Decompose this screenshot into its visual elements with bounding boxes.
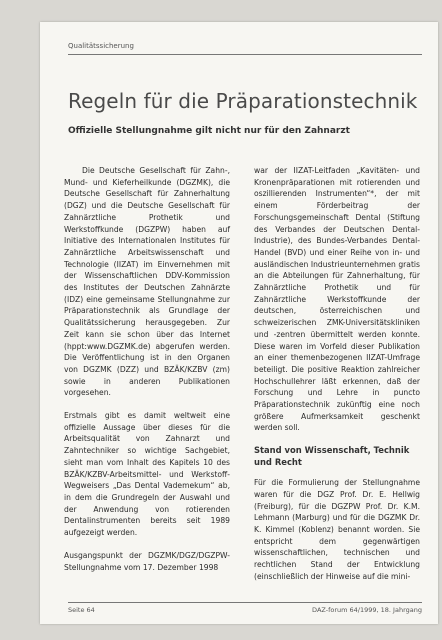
header-rule	[68, 54, 422, 55]
journal-info: DAZ-forum 64/1999, 18. Jahrgang	[312, 606, 422, 614]
paragraph: Für die Formulierung der Stellungnahme waren für die DGZ Prof. Dr. E. Hellwig (Freiburg), für die DGZPW Prof. Dr. K.M. Lehmann (Marburg) und für die DGZMK Dr. K. Kimmel (Koblenz) benannt worden. Sie entspricht dem gegenwärtigen wissenschaftlichen, technischen und rechtlichen Stand der Entwicklung (einschließlich der Hinweise auf die mini-	[254, 478, 420, 581]
paragraph: Erstmals gibt es damit weltweit eine offizielle Aussage über dieses für die Arbeitsqualität von Zahnarzt und Zahntechniker so wichtige Sachgebiet, sieht man vom Inhalt des Kapitels 10 des BZÄK/KZBV-Arbeitsmittel- und Werkstoff-Wegweisers „Das Dental Vademekum“ ab, in dem die Grundregeln der Auswahl und der Anwendung von rotierenden Dentalinstrumenten bereits seit 1989 aufgezeigt werden.	[64, 411, 230, 538]
paragraph: Die Deutsche Gesellschaft für Zahn-, Mund- und Kieferheilkunde (DGZMK), die Deutsche Gesellschaft für Zahnerhaltung (DGZ) und die Deutsche Gesellschaft für Zahnärztliche Prothetik und Werkstoffkunde (DGZPW) haben auf Initiative des Internationalen Institutes für Zahnärztliche Arbeitswissenschaft und Technologie (IIZAT) im Einvernehmen mit der Wissenschaftlichen DDV-Kommission des Institutes der Deutschen Zahnärzte (IDZ) eine gemeinsame Stellungnahme zur Präparationstechnik als Grundlage der Qualitätssicherung herausgegeben. Zur Zeit kann sie schon über das Internet (hppt:www.DGZMK.de) abgerufen werden. Die Veröffentlichung ist in den Organen von DGZMK (DZZ) und BZÄK/KZBV (zm) sowie in anderen Publikationen vorgesehen.	[64, 166, 230, 398]
page-number: Seite 64	[68, 606, 95, 614]
article-title: Regeln für die Präparationstechnik	[68, 89, 418, 114]
paragraph: war der IIZAT-Leitfaden „Kavitäten- und Kronenpräparationen mit rotierenden und oszillierenden Instrumenten“*, der mit einem Förderbeitrag der Forschungsgemeinschaft Dental (Stiftung des Verbandes der Deutschen Dental-Industrie), des Bundes-Verbandes Dental-Handel (BVD) und einer Reihe von in- und ausländischen Industrieunternehmen gratis an die Abteilungen für Zahnerhaltung, für Zahnärztliche Prothetik und für Zahnärztliche Werkstoffkunde der deutschen, österreichischen und schweizerischen ZMK-Universitätskliniken und -zentren übermittelt werden konnte. Diese waren im Vorfeld dieser Publikation an einer themenbezogenen IIZAT-Umfrage beteiligt. Die positive Reaktion zahlreicher Hochschullehrer läßt erkennen, daß der Forschung und Lehre in puncto Präparationstechnik zukünftig eine noch größere Aufmerksamkeit geschenkt werden soll.	[254, 166, 420, 433]
paragraph: Ausgangspunkt der DGZMK/DGZ/DGZPW-Stellungnahme vom 17. Dezember 1998	[64, 550, 230, 572]
document-page	[40, 22, 438, 624]
right-column	[254, 165, 420, 594]
left-column	[64, 165, 230, 584]
footer-rule	[68, 602, 422, 603]
section-heading: Stand von Wissenschaft, Technik und Recht	[254, 445, 410, 467]
article-subtitle: Offizielle Stellungnahme gilt nicht nur für den Zahnarzt	[68, 126, 350, 136]
section-label: Qualitätssicherung	[68, 42, 134, 50]
